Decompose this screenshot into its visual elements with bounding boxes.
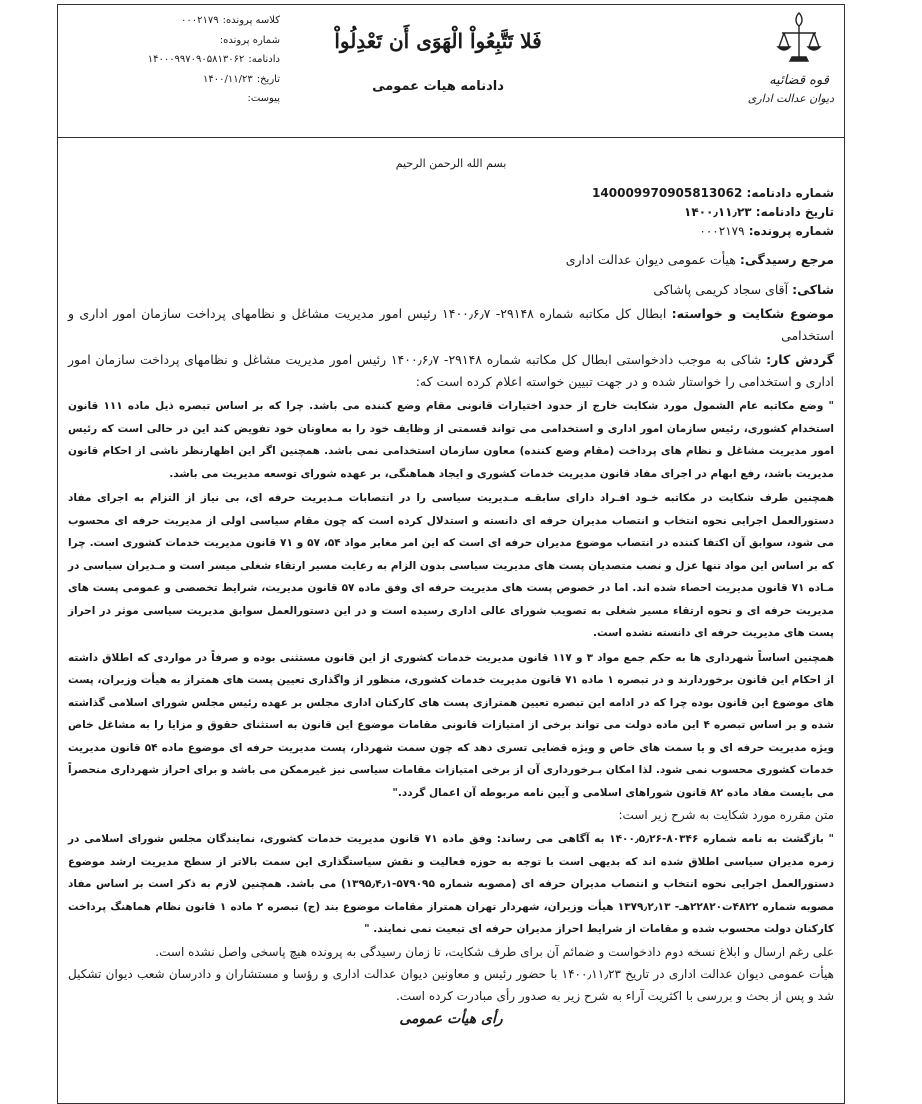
reviewer-label: مرجع رسیدگی: — [739, 252, 834, 267]
logo-caption-court: دیوان عدالت اداری — [747, 92, 834, 105]
meta-row — [128, 89, 280, 109]
meta-label: دادنامه: — [248, 54, 280, 65]
plaintiff-label: شاکی: — [792, 282, 834, 297]
reviewer-row — [68, 249, 834, 271]
regulation-intro: متن مقرره مورد شکایت به شرح زیر است: — [618, 808, 834, 822]
complaint-quote-2: همچنین طرف شکایت در مکاتبه خـود افـراد دارای سابقـه مـدیریت سیاسی را در انتصابات مـدیریت حرفه ای، بی نیاز از التزام به اجرای مفاد دستورالعمل اجرایی نحوه انتخاب و انتصاب مدیران حرفه ای دانسته و استدلال کرده است که چون مقام سیاسی اولی از مدیریت حرفه ای محسوب می شود، سوابق آن اکتفا کننده در انتصاب موضوع مدیران حرفه ای است که این امر مغایر مواد ۵۴، ۵۷ و ۷۱ قانون مدیریت خدمات کشوری است. چرا که بر اساس این مواد تنها عزل و نصب متصدیان پست های مدیریت سیاسی بدون الزام به رعایت مسیر ارتقاء شغلی میسر است و مـدیران سیاسی در مـاده ۷۱ قانون مدیریت احصاء شده اند. اما در خصوص پست های مدیریت حرفه ای وفق ماده ۵۷ قانون مدیریت، شرایط تخصصی و عمومی پست های مدیریت حرفه ای و نحوه ارتقاء مسیر شغلی به تصویب شورای عالی اداری رسیده است و در این دستورالعمل سوابق مدیریت سیاسی موثر در احراز پست های مدیریت حرفه ای دانسته نشده است. — [68, 492, 835, 639]
bismillah: بسم الله الرحمن الرحیم — [395, 157, 507, 170]
meta-row — [128, 50, 280, 70]
process-label: گردش کار: — [766, 352, 835, 367]
logo-caption-judiciary: قوه قضائیه — [769, 73, 829, 88]
subject-row — [68, 303, 834, 347]
scales-emblem-icon — [776, 9, 822, 71]
document-body — [68, 155, 834, 1027]
document-type: دادنامه هیات عمومی — [372, 79, 504, 94]
case-number-label: شماره پرونده: — [748, 224, 834, 238]
meta-value: ۰۰۰۲۱۷۹ — [180, 15, 219, 26]
subject-label: موضوع شکایت و خواسته: — [671, 306, 834, 321]
document-page — [57, 4, 845, 1104]
verdict-number: 140009970905813062 — [592, 186, 743, 200]
document-header — [58, 5, 844, 138]
meta-value: ۱۴۰۰/۱۱/۲۳ — [203, 73, 253, 85]
plaintiff: آقای سجاد کریمی پاشاکی — [653, 282, 789, 297]
session-paragraph: هیأت عمومی دیوان عدالت اداری در تاریخ ۱۴۰۰٫۱۱٫۲۳ با حضور رئیس و معاونین دیوان عدالت اداری و رؤسا و مستشاران و دادرسان شعب دیوان تشکیل شد و پس از بحث و بررسی با اکثریت آراء به شرح زیر به صدور رأی مبادرت کرده است. — [68, 966, 834, 1003]
meta-label: پیوست: — [247, 93, 280, 104]
regulation-quote: " بازگشت به نامه شماره ۸۰۳۴۶-۱۴۰۰٫۵٫۲۶ به آگاهی می رساند: وفق ماده ۷۱ قانون مدیریت خدمات کشوری، نمایندگان مجلس شورای اسلامی در زمره مدیران سیاسی اطلاق شده اند که بدیهی است با توجه به حوزه فعالیت و نقش سیاستگذاری این سمت بالاتر از سطح مدیریت ارشد موضوع دستورالعمل اجرایی نحوه انتخاب و انتصاب مدیران حرفه ای (مصوبه شماره ۵۷۹۰۹۵-۱۳۹۵٫۴٫۱) می باشد. همچنین لازم به ذکر است بر اساس مفاد مصوبه شماره ۴۸۲۲ت۲۲۸۲۰هـ- ۱۳۷۹٫۲٫۱۳ هیأت وزیران، شهردار تهران همتراز مقامات موضوع بند (ج) تبصره ۲ ماده ۱ قانون نظام هماهنگ پرداخت کارکنان دولت محسوب شده و مقامات از شرایط احراز مدیران حرفه ای تبعیت نمی نمایند. " — [68, 833, 835, 935]
subject: ابطال کل مکاتبه شماره ۲۹۱۴۸- ۱۴۰۰٫۶٫۷ رئیس امور مدیریت مشاغل و نظامهای پرداخت سازمان امور اداری و استخدامی — [68, 306, 834, 343]
meta-label: شماره پرونده: — [219, 34, 280, 46]
complaint-quote-1: " وضع مکاتبه عام الشمول مورد شکایت خارج از حدود اختیارات قانونی مقام وضع کننده می باشد. چرا که بر اساس تبصره ذیل ماده ۱۱۱ قانون استخدام کشوری، رئیس سازمان امور اداری و استخدامی می تواند قسمتی از وظایف خود را به معاونان خود تفویض کند این در حالی است که رئیس امور مدیریت مشاغل و نظام های پرداخت (مقام وضع کننده) معاون سازمان استخدامی نمی باشد. همچنین اگر این اظهارنظر ناشی از احکام قانون مدیریت باشد، رفع ابهام در اجرای مفاد قانون مدیریت خدمات کشوری و ایجاد هماهنگی، بر عهده شورای توسعه مدیریت می باشد. — [68, 400, 834, 480]
verdict-title: رأی هیأت عمومی — [399, 1010, 503, 1027]
meta-row — [128, 31, 280, 51]
meta-row — [128, 11, 280, 31]
plaintiff-row — [68, 279, 834, 301]
verdict-number-label: شماره دادنامه: — [746, 186, 834, 200]
header-meta — [128, 11, 280, 109]
complaint-quote-3: همچنین اساساً شهرداری ها به حکم جمع مواد ۳ و ۱۱۷ قانون مدیریت خدمات کشوری از این قانون مستثنی بوده و صرفاً در مواردی که اطلاق داشته از احکام این قانون برخوردارند و در تبصره ۱ ماده ۷۱ قانون مدیریت خدمات کشوری، منظور از واگذاری تعیین پست های همتراز به هیأت وزیران، پست های موضوع این قانون بوده چرا که در ادامه این تبصره تعیین همترازی پست های کارکنان اداری مجلس بر عهده رئیس مجلس شورای اسلامی گذاشته شده و بر اساس تبصره ۴ این ماده دولت می تواند برخی از امتیازات قانونی مقامات موضوع این قانون به استثنای حقوق و مزایا را به مشاغل خاص ویژه مدیریت حرفه ای و یا سمت های خاص و ویژه قضایی تسری دهد که چون سمت شهردار، پست مدیریت حرفه ای موضوع ماده ۵۴ قانون مدیریت خدمات کشوری محسوب نمی شود. لذا امکان بـرخورداری آن از برخی امتیازات مقامات سیاسی نیز غیرممکن می باشد و برای احراز شهرداری منحصراً می بایست مفاد ماده ۸۲ قانون شوراهای اسلامی و آیین نامه مربوطه آن اعمال گردد." — [68, 651, 835, 799]
case-number: ۰۰۰۲۱۷۹ — [699, 224, 745, 238]
meta-label: تاریخ: — [256, 73, 280, 85]
verdict-number-row — [68, 184, 834, 203]
process: شاکی به موجب دادخواستی ابطال کل مکاتبه شماره ۲۹۱۴۸- ۱۴۰۰٫۶٫۷ رئیس امور مدیریت مشاغل و نظامهای پرداخت سازمان امور اداری و استخدامی را خواستار شده و در جهت تبیین خواسته اعلام کرده است که: — [68, 352, 834, 389]
verdict-date: ۱۴۰۰٫۱۱٫۲۳ — [684, 205, 752, 219]
process-row — [68, 349, 834, 393]
meta-row — [128, 70, 280, 90]
no-response-paragraph: علی رغم ارسال و ابلاغ نسخه دوم دادخواست و ضمائم آن برای طرف شکایت، تا زمان رسیدگی به پرونده هیچ پاسخی واصل نشده است. — [155, 944, 834, 959]
meta-label: کلاسه پرونده: — [222, 15, 280, 26]
judiciary-logo — [747, 9, 834, 119]
verdict-date-row — [68, 203, 834, 222]
case-number-row — [68, 222, 834, 241]
quran-verse: فَلا تَتَّبِعُواْ الْهَوَى أَن تَعْدِلُواْ — [334, 29, 542, 53]
reviewer: هیأت عمومی دیوان عدالت اداری — [565, 252, 736, 267]
meta-value: ۱۴۰۰۰۹۹۷۰۹۰۵۸۱۳۰۶۲ — [147, 54, 245, 65]
verdict-date-label: تاریخ دادنامه: — [755, 205, 834, 219]
